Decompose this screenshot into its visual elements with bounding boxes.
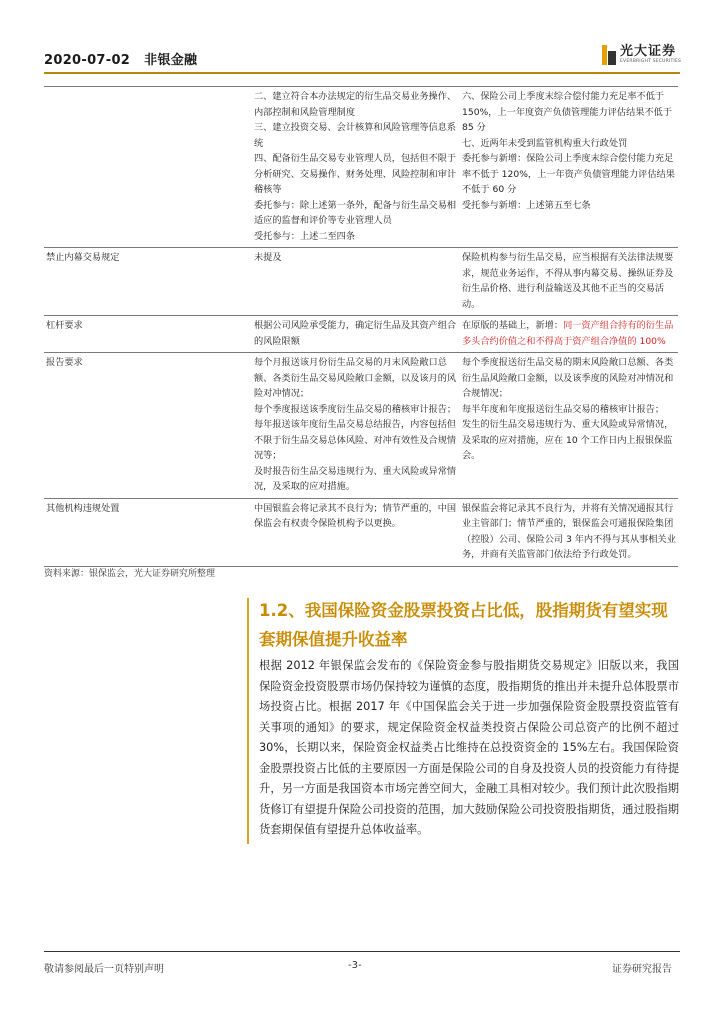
row-label <box>44 87 252 248</box>
cell-text: 每个月报送该月份衍生品交易的月末风险敞口总额、各类衍生品交易风险敞口金额，以及该月的风险对冲情况； <box>254 357 457 399</box>
new-rule-cell <box>460 87 678 248</box>
cell-text: 中国银监会将记录其不良行为；情节严重的，中国保监会有权责令保险机构予以更换。 <box>254 502 457 529</box>
old-rule-cell <box>252 353 460 499</box>
row-label: 禁止内幕交易规定 <box>44 248 252 316</box>
cell-text: 发生的衍生品交易违规行为、重大风险或异常情况，及采取的应对措施，应在 10 个工作日内上报银保监会。 <box>462 419 674 461</box>
cell-text: 委托参与新增：保险公司上季度末综合偿付能力充足率不低于 120%，上一年资产负债管理能力评估结果不低于 60 分 <box>462 153 675 195</box>
cell-text: 每年报送该年度衍生品交易总结报告，内容包括但不限于衍生品交易总体风险、对冲有效性及合规情况等； <box>254 419 457 461</box>
highlight-new-rule: 同一资产组合持有的衍生品多头合约价值之和不得高于资产组合净值的 100% <box>462 320 674 347</box>
footer-divider <box>44 951 680 952</box>
cell-text: 受托参与新增：上述第五至七条 <box>462 199 591 211</box>
cell-text: 四、配备衍生品交易专业管理人员，包括但不限于分析研究、交易操作、财务处理、风险控制和审计稽核等 <box>254 153 457 195</box>
cell-text: 在原版的基础上，新增：同一资产组合持有的衍生品多头合约价值之和不得高于资产组合净值的 100% <box>462 320 674 347</box>
page-number: -3- <box>348 960 362 971</box>
logo-mark-icon <box>602 45 616 65</box>
cell-text: 每个季度报送该季度衍生品交易的稽核审计报告； <box>254 403 457 415</box>
section-title: 1.2、我国保险资金股票投资占比低，股指期货有望实现套期保值提升收益率 <box>259 601 668 649</box>
logo-en: EVERBRIGHT SECURITIES <box>620 59 682 65</box>
table-row <box>44 248 678 316</box>
row-label: 杠杆要求 <box>44 316 252 353</box>
cell-text: 受托参与：上述二至四条 <box>254 230 356 242</box>
company-logo <box>602 45 681 65</box>
table-row <box>44 316 678 353</box>
cell-text: 根据公司风险承受能力，确定衍生品及其资产组合的风险限额 <box>254 320 457 347</box>
cell-text: 六、保险公司上季度末综合偿付能力充足率不低于 150%，上一年度资产负债管理能力评估结果不低于 85 分 <box>462 91 673 133</box>
logo-cn: 光大证券 <box>620 44 677 60</box>
cell-text: 二、建立符合本办法规定的衍生品交易业务操作、内部控制和风险管理制度 <box>254 91 457 118</box>
table-row <box>44 498 678 566</box>
new-rule-cell <box>460 316 678 353</box>
header-left <box>44 49 197 68</box>
footer-report-type: 证券研究报告 <box>612 964 672 975</box>
report-date: 2020-07-02 <box>44 53 131 68</box>
new-rule-cell <box>460 498 678 566</box>
cell-text: 委托参与：除上述第一条外，配备与衍生品交易相适应的监督和评价等专业管理人员 <box>254 199 457 226</box>
section-paragraph: 根据 2012 年银保监会发布的《保险资金参与股指期货交易规定》旧版以来，我国保险资金投资股票市场仍保持较为谨慎的态度，股指期货的推出并未提升总体股票市场投资占比。根据 2017 年《中国保监会关于进一步加强保险资金股票投资监管有关事项的通知》的要求，规定保险资金权益类投资占保险公司总资产的比例不超过 30%，长期以来，保险资金权益类占比维持在总投资资金的 15%左右。我国保险资金股票投资占比低的主要原因一方面是保险公司的自身及投资人员的投资能力有待提升，另一方面是我国资本市场完善空间大，金融工具相对较少。我们预计此次股指期货修订有望提升保险公司投资的范围，加大鼓励保险公司投资股指期货，通过股指期货套期保值有望提升总体收益率。 <box>259 659 679 836</box>
table-row <box>44 87 678 248</box>
old-rule-cell <box>252 316 460 353</box>
old-rule-cell <box>252 87 460 248</box>
cell-text: 银保监会将记录其不良行为，并将有关情况通报其行业主管部门；情节严重的，银保监会可通报保险集团（控股）公司、保险公司 3 年内不得与其从事相关业务，并商有关监管部门依法给予行政处罚。 <box>462 502 676 560</box>
new-rule-cell <box>460 353 678 499</box>
regulation-comparison-table <box>44 86 678 567</box>
row-label: 其他机构违规处置 <box>44 498 252 566</box>
source-note: 资料来源：银保监会，光大证券研究所整理 <box>44 569 216 579</box>
cell-text: 未提及 <box>254 252 282 263</box>
cell-text: 每个季度报送衍生品交易的期末风险敞口总额、各类衍生品风险敞口金额，以及该季度的风险对冲情况和合规情况； <box>462 357 674 399</box>
header-divider <box>44 72 680 74</box>
old-rule-cell <box>252 498 460 566</box>
cell-text: 三、建立投资交易、会计核算和风险管理等信息系统 <box>254 122 457 149</box>
cell-text: 每半年度和年度报送衍生品交易的稽核审计报告； <box>462 403 665 415</box>
table-row <box>44 353 678 499</box>
old-rule-cell <box>252 248 460 316</box>
new-rule-cell <box>460 248 678 316</box>
cell-text: 保险机构参与衍生品交易，应当根据有关法律法规要求，规范业务运作，不得从事内幕交易、操纵证券及衍生品价格、进行利益输送及其他不正当的交易活动。 <box>462 252 674 310</box>
report-category: 非银金融 <box>144 53 198 68</box>
row-label: 报告要求 <box>44 353 252 499</box>
footer-disclaimer: 敬请参阅最后一页特别声明 <box>44 964 164 975</box>
cell-text: 及时报告衍生品交易违规行为、重大风险或异常情况，及采取的应对措施。 <box>254 465 457 492</box>
cell-text: 七、近两年未受到监管机构重大行政处罚 <box>462 137 628 149</box>
section-accent-bar <box>247 598 249 844</box>
